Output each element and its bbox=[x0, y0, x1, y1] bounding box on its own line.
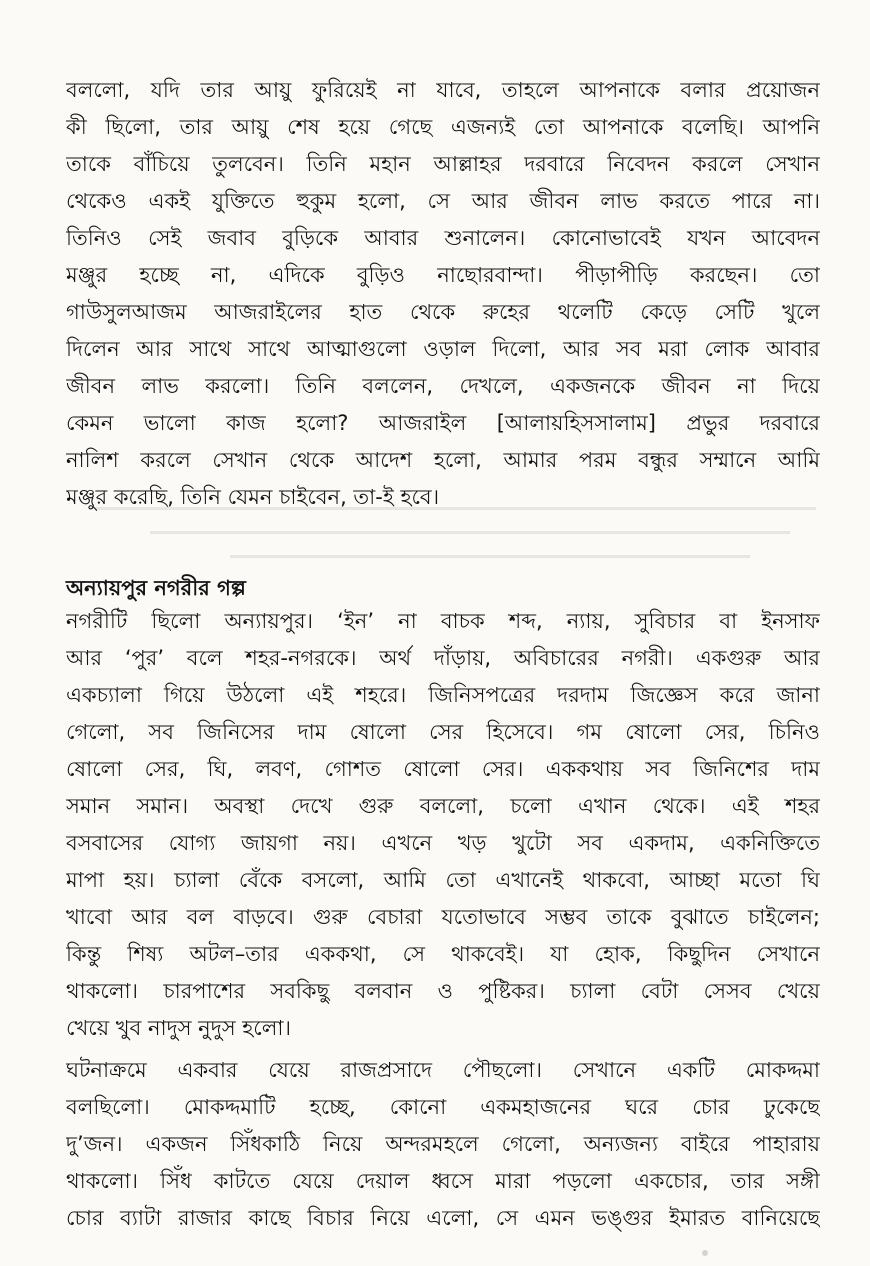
text-line: খেয়ে খুব নাদুস নুদুস হলো। bbox=[66, 1016, 291, 1040]
text-line: দু’জন। একজন সিঁধকাঠি নিয়ে অন্দরমহলে গেলো, অন্যজন্য বাইরে পাহারায় bbox=[66, 1132, 820, 1156]
text-line: তিনিও সেই জবাব বুড়িকে আবার শুনালেন। কোনোভাবেই যখন আবেদন bbox=[66, 226, 820, 250]
text-line: গাউসুলআজম আজরাইলের হাত থেকে রুহের থলেটি কেড়ে সেটি খুলে bbox=[66, 300, 820, 324]
text-line: তাকে বাঁচিয়ে তুলবেন। তিনি মহান আল্লাহর দরবারে নিবেদন করলে সেখান bbox=[66, 152, 820, 176]
text-line: মঞ্জুর করেছি, তিনি যেমন চাইবেন, তা-ই হবে। bbox=[66, 485, 440, 509]
text-line: ঘটনাক্রমে একবার যেয়ে রাজপ্রসাদে পৌছলো। সেখানে একটি মোকদ্দমা bbox=[66, 1058, 820, 1082]
text-line: নগরীটি ছিলো অন্যায়পুর। ‘ইন’ না বাচক শব্দ, ন্যায়, সুবিচার বা ইনসাফ bbox=[66, 609, 820, 633]
text-line: চোর ব্যাটা রাজার কাছে বিচার নিয়ে এলো, সে এমন ভঙ্গুর ইমারত বানিয়েছে bbox=[66, 1206, 820, 1230]
text-line: বললো, যদি তার আয়ু ফুরিয়েই না যাবে, তাহলে আপনাকে বলার প্রয়োজন bbox=[66, 78, 820, 102]
text-line: নালিশ করলে সেখান থেকে আদেশ হলো, আমার পরম বন্ধুর সম্মানে আমি bbox=[66, 448, 820, 472]
text-line: কী ছিলো, তার আয়ু শেষ হয়ে গেছে এজন্যই তো আপনাকে বলেছি। আপনি bbox=[66, 115, 820, 139]
text-line: বলছিলো। মোকদ্দমাটি হচ্ছে, কোনো একমহাজনের ঘরে চোর ঢুকেছে bbox=[66, 1095, 820, 1119]
text-line: ষোলো সের, ঘি, লবণ, গোশত ষোলো সের। এককথায় সব জিনিশের দাম bbox=[66, 757, 820, 781]
text-line: কেমন ভালো কাজ হলো? আজরাইল [আলায়হিসসালাম] প্রভুর দরবারে bbox=[66, 411, 820, 435]
section-heading: অন্যায়পুর নগরীর গল্প bbox=[66, 576, 246, 600]
text-line: দিলেন আর সাথে সাথে আত্মাগুলো ওড়াল দিলো, আর সব মরা লোক আবার bbox=[66, 337, 820, 361]
text-line: সমান সমান। অবস্থা দেখে গুরু বললো, চলো এখান থেকে। এই শহর bbox=[66, 794, 820, 818]
text-line: জীবন লাভ করলো। তিনি বললেন, দেখলে, একজনকে জীবন না দিয়ে bbox=[66, 374, 820, 398]
paragraph-continuation bbox=[66, 72, 820, 516]
text-line: থেকেও একই যুক্তিতে হুকুম হলো, সে আর জীবন লাভ করতে পারে না। bbox=[66, 189, 820, 213]
story-paragraph bbox=[66, 1052, 820, 1237]
text-line: মঞ্জুর হচ্ছে না, এদিকে বুড়িও নাছোরবান্দা। পীড়াপীড়ি করছেন। তো bbox=[66, 263, 820, 287]
bleed-through-mark bbox=[230, 555, 750, 558]
paper-speck bbox=[702, 1250, 708, 1256]
story-paragraph bbox=[66, 603, 820, 1047]
text-line: থাকলো। সিঁধ কাটতে যেয়ে দেয়াল ধ্বসে মারা পড়লো একচোর, তার সঙ্গী bbox=[66, 1169, 820, 1193]
text-line: কিন্তু শিষ্য অটল–তার এককথা, সে থাকবেই। যা হোক, কিছুদিন সেখানে bbox=[66, 942, 820, 966]
text-line: খাবো আর বল বাড়বে। গুরু বেচারা যতোভাবে সম্ভব তাকে বুঝাতে চাইলেন; bbox=[66, 905, 820, 929]
bleed-through-mark bbox=[150, 531, 790, 534]
text-line: গেলো, সব জিনিসের দাম ষোলো সের হিসেবে। গম ষোলো সের, চিনিও bbox=[66, 720, 820, 744]
text-line: মাপা হয়। চ্যালা বেঁকে বসলো, আমি তো এখানেই থাকবো, আচ্ছা মতো ঘি bbox=[66, 868, 820, 892]
text-line: বসবাসের যোগ্য জায়গা নয়। এখনে খড় খুটো সব একদাম, একনিক্তিতে bbox=[66, 831, 820, 855]
text-line: থাকলো। চারপাশের সবকিছু বলবান ও পুষ্টিকর। চ্যালা বেটা সেসব খেয়ে bbox=[66, 979, 820, 1003]
text-line: একচ্যালা গিয়ে উঠলো এই শহরে। জিনিসপত্রের দরদাম জিজ্ঞেস করে জানা bbox=[66, 683, 820, 707]
text-line: আর ‘পুর’ বলে শহর-নগরকে। অর্থ দাঁড়ায়, অবিচারের নগরী। একগুরু আর bbox=[66, 646, 820, 670]
